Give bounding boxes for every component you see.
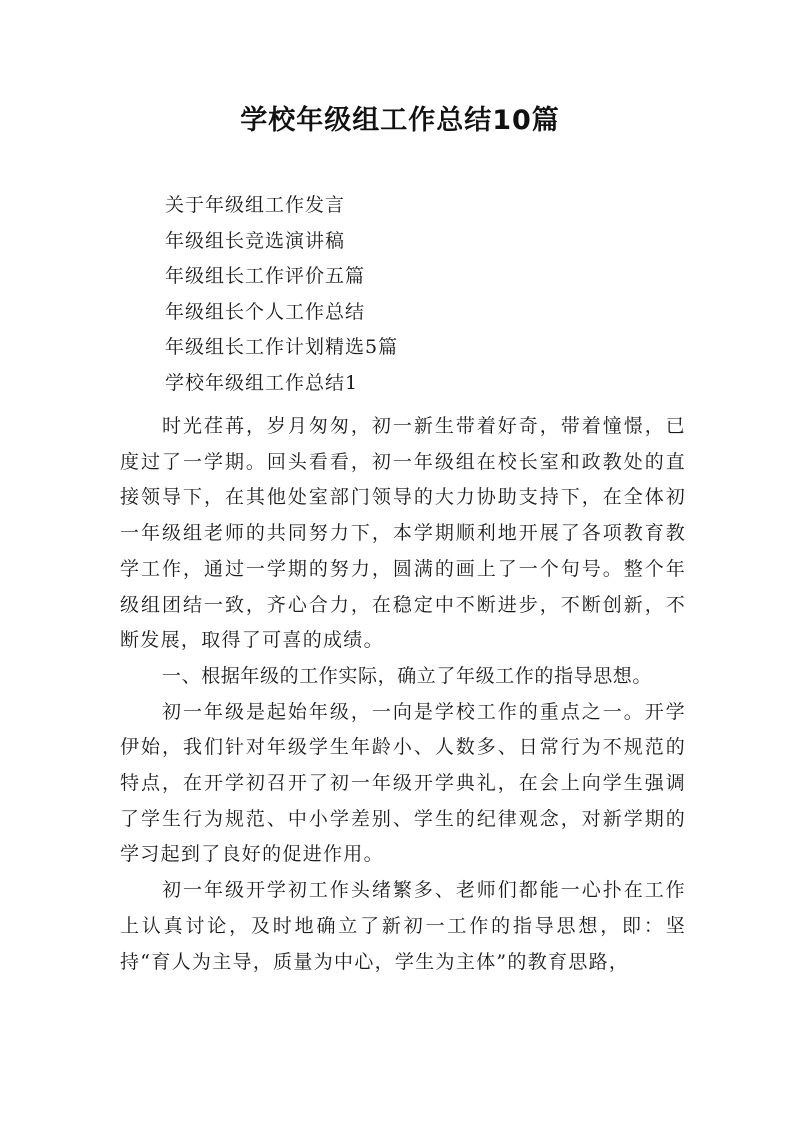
toc-item[interactable]: 学校年级组工作总结1 (165, 371, 359, 394)
toc-item[interactable]: 年级组长工作评价五篇 (165, 265, 366, 288)
document-body (120, 409, 686, 980)
table-of-contents (165, 188, 398, 402)
body-paragraph: 时光荏苒，岁月匆匆，初一新生带着好奇，带着憧憬，已度过了一学期。回头看看，初一年级组在校长室和政教处的直接领导下，在其他处室部门领导的大力协助支持下，在全体初一年级组老师的共同努力下，本学期顺利地开展了各项教育教学工作，通过一学期的努力，圆满的画上了一个句号。整个年级组团结一致，齐心合力，在稳定中不断进步，不断创新，不断发展，取得了可喜的成绩。 (120, 415, 686, 652)
toc-item[interactable]: 关于年级组工作发言 (165, 194, 346, 216)
body-paragraph: 初一年级是起始年级，一向是学校工作的重点之一。开学伊始，我们针对年级学生年龄小、人数多、日常行为不规范的特点，在开学初召开了初一年级开学典礼，在会上向学生强调了学生行为规范、中小学差别、学生的纪律观念，对新学期的学习起到了良好的促进作用。 (120, 700, 686, 866)
toc-item[interactable]: 年级组长竞选演讲稿 (165, 229, 346, 252)
document-title: 学校年级组工作总结10篇 (240, 105, 560, 136)
body-paragraph: 初一年级开学初工作头绪繁多、老师们都能一心扑在工作上认真讨论，及时地确立了新初一工作的指导思想，即：坚持“育人为主导，质量为中心，学生为主体”的教育思路， (120, 879, 686, 973)
section-heading: 一、根据年级的工作实际，确立了年级工作的指导思想。 (162, 664, 653, 687)
toc-item[interactable]: 年级组长工作计划精选5篇 (165, 336, 399, 359)
toc-item[interactable]: 年级组长个人工作总结 (165, 300, 366, 323)
